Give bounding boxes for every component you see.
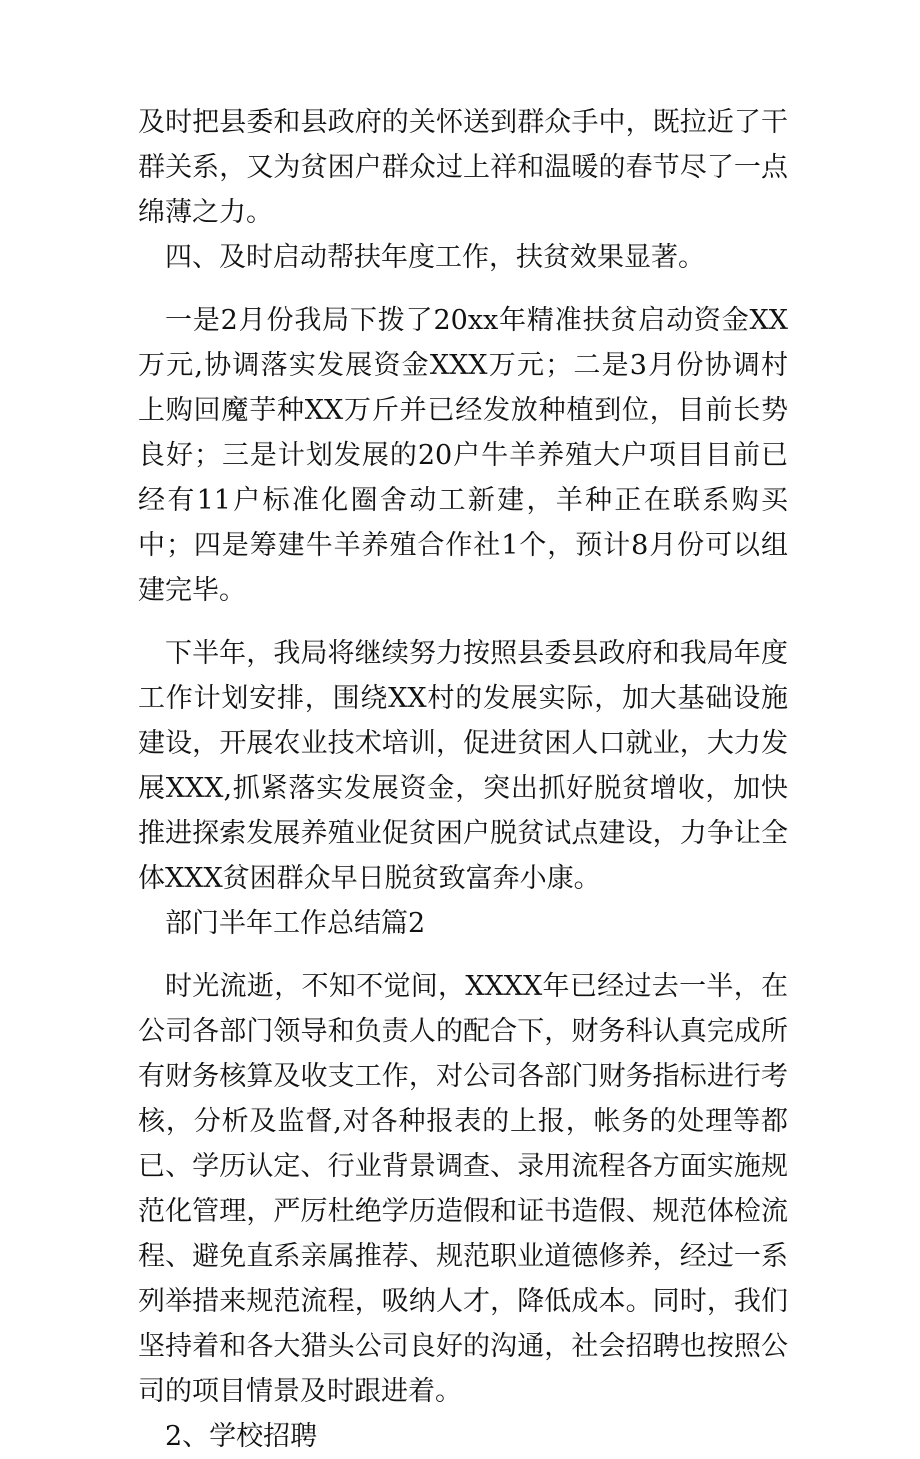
document-body [138,100,788,1459]
subheading-school-recruitment: 2、学校招聘 [165,1421,318,1452]
paragraph-4: 时光流逝，不知不觉间，XXXX年已经过去一半，在公司各部门领导和负责人的配合下，财务科认真完成所有财务核算及收支工作，对公司各部门财务指标进行考核，分析及监督,对各种报表的上报，帐务的处理等都已、学历认定、行业背景调查、录用流程各方面实施规范化管理，严厉杜绝学历造假和证书造假、规范体检流程、避免直系亲属推荐、规范职业道德修养，经过一系列举措来规范流程，吸纳人才，降低成本。同时，我们坚持着和各大猎头公司良好的沟通，社会招聘也按照公司的项目情景及时跟进着。 [138,971,788,1407]
paragraph-2: 一是2月份我局下拨了20xx年精准扶贫启动资金XX万元,协调落实发展资金XXX万元；二是3月份协调村上购回魔芋种XX万斤并已经发放种植到位，目前长势良好；三是计划发展的20户牛羊养殖大户项目目前已经有11户标准化圈舍动工新建，羊种正在联系购买中；四是筹建牛羊养殖合作社1个，预计8月份可以组建完毕。 [138,305,788,606]
paragraph-3: 下半年，我局将继续努力按照县委县政府和我局年度工作计划安排，围绕XX村的发展实际，加大基础设施建设，开展农业技术培训，促进贫困人口就业，大力发展XXX,抓紧落实发展资金，突出抓好脱贫增收，加快推进探索发展养殖业促贫困户脱贫试点建设，力争让全体XXX贫困群众早日脱贫致富奔小康。 [138,638,788,894]
paragraph-1: 及时把县委和县政府的关怀送到群众手中，既拉近了干群关系，又为贫困户群众过上祥和温暖的春节尽了一点绵薄之力。 [138,107,788,228]
section-heading-4: 四、及时启动帮扶年度工作，扶贫效果显著。 [165,242,705,273]
article-title-2: 部门半年工作总结篇2 [165,908,426,939]
